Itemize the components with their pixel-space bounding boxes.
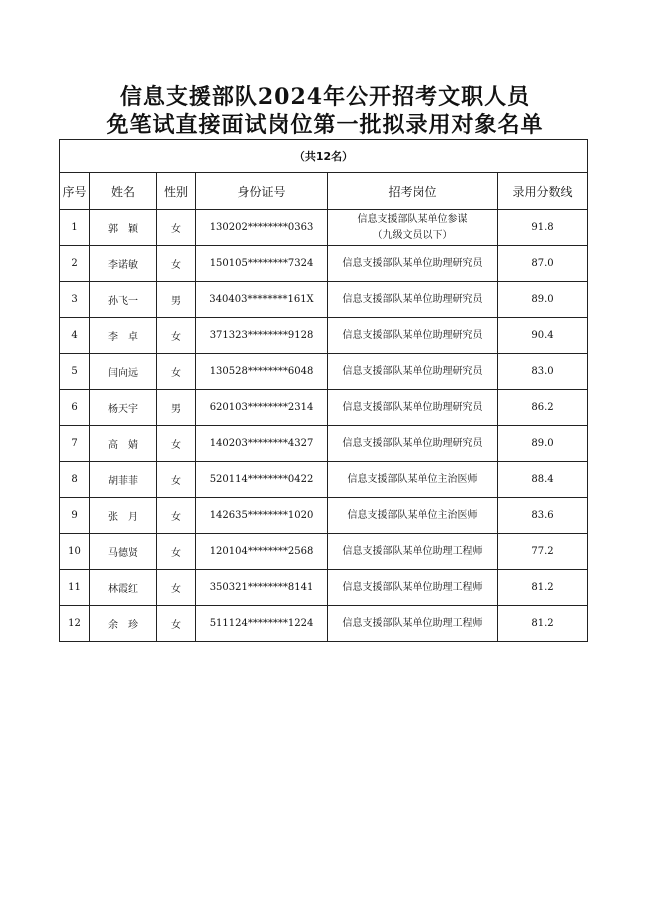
position-title: 信息支援部队某单位参谋	[357, 213, 468, 225]
position-title: 信息支援部队某单位主治医师	[347, 509, 478, 521]
cell-no: 12	[60, 606, 90, 642]
cell-name: 胡菲菲	[90, 462, 157, 498]
cell-gender: 男	[157, 282, 196, 318]
cell-name: 林霞红	[90, 570, 157, 606]
cell-id: 620103********2314	[196, 390, 328, 426]
cell-score: 86.2	[498, 390, 588, 426]
count-row	[60, 140, 588, 173]
cell-gender: 女	[157, 318, 196, 354]
cell-name: 闫向远	[90, 354, 157, 390]
cell-name: 孙飞一	[90, 282, 157, 318]
table-row	[60, 246, 588, 282]
cell-score: 89.0	[498, 282, 588, 318]
cell-id: 140203********4327	[196, 426, 328, 462]
cell-no: 10	[60, 534, 90, 570]
table-row	[60, 534, 588, 570]
cell-position	[328, 318, 498, 354]
cell-id: 142635********1020	[196, 498, 328, 534]
position-title: 信息支援部队某单位助理研究员	[342, 365, 483, 377]
cell-id: 520114********0422	[196, 462, 328, 498]
cell-score: 90.4	[498, 318, 588, 354]
header-position: 招考岗位	[328, 173, 498, 210]
cell-name: 杨天宇	[90, 390, 157, 426]
cell-no: 9	[60, 498, 90, 534]
cell-position	[328, 498, 498, 534]
cell-score: 81.2	[498, 606, 588, 642]
cell-position	[328, 534, 498, 570]
position-title: 信息支援部队某单位主治医师	[347, 473, 478, 485]
cell-score: 89.0	[498, 426, 588, 462]
count-label: （共12名）	[60, 140, 588, 173]
table-row	[60, 282, 588, 318]
cell-id: 371323********9128	[196, 318, 328, 354]
cell-gender: 男	[157, 390, 196, 426]
header-gender: 性别	[157, 173, 196, 210]
header-no: 序号	[60, 173, 90, 210]
cell-name: 郭 颖	[90, 210, 157, 246]
candidate-table	[59, 139, 588, 642]
cell-id: 150105********7324	[196, 246, 328, 282]
table-row	[60, 462, 588, 498]
cell-position	[328, 390, 498, 426]
cell-position	[328, 354, 498, 390]
cell-position	[328, 210, 498, 246]
cell-name: 高 婧	[90, 426, 157, 462]
table-row	[60, 498, 588, 534]
table-row	[60, 426, 588, 462]
cell-name: 李诺敏	[90, 246, 157, 282]
cell-score: 91.8	[498, 210, 588, 246]
cell-position	[328, 282, 498, 318]
position-title: 信息支援部队某单位助理研究员	[342, 329, 483, 341]
document-title-line2: 免笔试直接面试岗位第一批拟录用对象名单	[106, 112, 544, 138]
cell-no: 5	[60, 354, 90, 390]
position-note: （九级文员以下）	[372, 229, 453, 241]
cell-position	[328, 462, 498, 498]
cell-no: 3	[60, 282, 90, 318]
cell-no: 8	[60, 462, 90, 498]
cell-position	[328, 606, 498, 642]
cell-gender: 女	[157, 210, 196, 246]
cell-position	[328, 426, 498, 462]
header-id: 身份证号	[196, 173, 328, 210]
cell-no: 6	[60, 390, 90, 426]
cell-id: 511124********1224	[196, 606, 328, 642]
header-row	[60, 173, 588, 210]
table-row	[60, 210, 588, 246]
table-row	[60, 606, 588, 642]
cell-position	[328, 246, 498, 282]
header-score: 录用分数线	[498, 173, 588, 210]
cell-gender: 女	[157, 462, 196, 498]
document-title-line1: 信息支援部队2024年公开招考文职人员	[119, 84, 531, 110]
position-title: 信息支援部队某单位助理工程师	[342, 617, 483, 629]
cell-score: 88.4	[498, 462, 588, 498]
cell-no: 7	[60, 426, 90, 462]
table-row	[60, 390, 588, 426]
cell-name: 余 珍	[90, 606, 157, 642]
position-title: 信息支援部队某单位助理工程师	[342, 581, 483, 593]
header-name: 姓名	[90, 173, 157, 210]
cell-gender: 女	[157, 246, 196, 282]
cell-name: 李 卓	[90, 318, 157, 354]
cell-no: 1	[60, 210, 90, 246]
cell-gender: 女	[157, 498, 196, 534]
cell-id: 350321********8141	[196, 570, 328, 606]
cell-no: 4	[60, 318, 90, 354]
cell-id: 340403********161X	[196, 282, 328, 318]
cell-score: 83.6	[498, 498, 588, 534]
cell-name: 张 月	[90, 498, 157, 534]
cell-position	[328, 570, 498, 606]
cell-id: 120104********2568	[196, 534, 328, 570]
cell-no: 2	[60, 246, 90, 282]
cell-score: 77.2	[498, 534, 588, 570]
cell-gender: 女	[157, 426, 196, 462]
cell-score: 81.2	[498, 570, 588, 606]
cell-no: 11	[60, 570, 90, 606]
table-row	[60, 570, 588, 606]
cell-id: 130528********6048	[196, 354, 328, 390]
cell-name: 马德贤	[90, 534, 157, 570]
cell-score: 87.0	[498, 246, 588, 282]
table-row	[60, 318, 588, 354]
cell-gender: 女	[157, 606, 196, 642]
cell-id: 130202********0363	[196, 210, 328, 246]
table-row	[60, 354, 588, 390]
cell-gender: 女	[157, 354, 196, 390]
position-title: 信息支援部队某单位助理研究员	[342, 257, 483, 269]
cell-gender: 女	[157, 570, 196, 606]
position-title: 信息支援部队某单位助理研究员	[342, 401, 483, 413]
position-title: 信息支援部队某单位助理研究员	[342, 437, 483, 449]
position-title: 信息支援部队某单位助理研究员	[342, 293, 483, 305]
position-title: 信息支援部队某单位助理工程师	[342, 545, 483, 557]
cell-gender: 女	[157, 534, 196, 570]
cell-score: 83.0	[498, 354, 588, 390]
